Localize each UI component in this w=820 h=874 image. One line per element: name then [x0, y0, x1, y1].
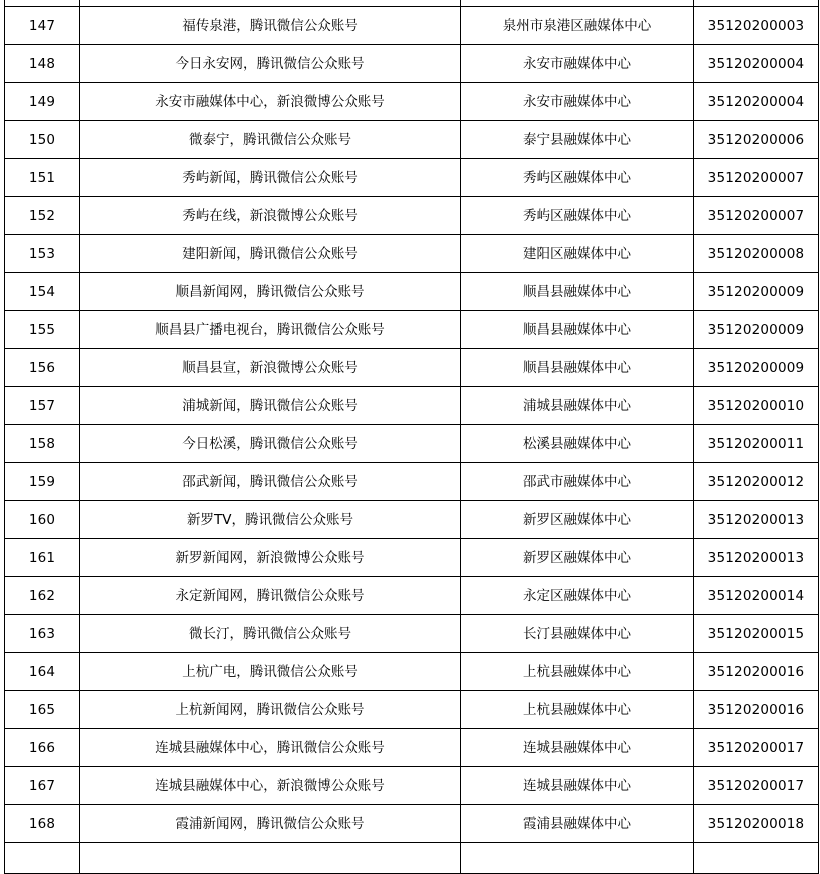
cell-registration-code: 35120200009 — [694, 349, 819, 387]
cell-serial-no: 155 — [5, 311, 80, 349]
cell-registration-code: 35120200007 — [694, 159, 819, 197]
cell-account-name: 微长汀，腾讯微信公众账号 — [80, 615, 461, 653]
cell-serial-no: 167 — [5, 767, 80, 805]
cell-registration-code: 35120200016 — [694, 653, 819, 691]
table-row — [5, 45, 819, 83]
table-row — [5, 729, 819, 767]
cell-account-name: 微泰宁，腾讯微信公众账号 — [80, 121, 461, 159]
cell-empty — [694, 843, 819, 874]
cell-registration-code: 35120200003 — [694, 7, 819, 45]
cell-account-name: 顺昌县广播电视台，腾讯微信公众账号 — [80, 311, 461, 349]
cell-operating-unit: 新罗区融媒体中心 — [461, 539, 694, 577]
cell-serial-no: 162 — [5, 577, 80, 615]
cell-serial-no: 166 — [5, 729, 80, 767]
table-row — [5, 349, 819, 387]
cell-serial-no: 164 — [5, 653, 80, 691]
cell-empty — [5, 843, 80, 874]
registry-table-body — [5, 0, 819, 874]
cell-serial-no: 163 — [5, 615, 80, 653]
cell-serial-no: 150 — [5, 121, 80, 159]
cell-empty — [80, 843, 461, 874]
cell-account-name: 建阳新闻，腾讯微信公众账号 — [80, 235, 461, 273]
table-row — [5, 653, 819, 691]
cell-serial-no: 158 — [5, 425, 80, 463]
table-row — [5, 539, 819, 577]
cell-registration-code: 35120200017 — [694, 767, 819, 805]
cell-empty — [461, 843, 694, 874]
cell-account-name: 上杭新闻网，腾讯微信公众账号 — [80, 691, 461, 729]
cell-account-name: 邵武新闻，腾讯微信公众账号 — [80, 463, 461, 501]
cell-account-name: 顺昌县宣，新浪微博公众账号 — [80, 349, 461, 387]
table-row — [5, 273, 819, 311]
cell-registration-code: 35120200013 — [694, 539, 819, 577]
cell-registration-code: 35120200018 — [694, 805, 819, 843]
cell-registration-code: 35120200010 — [694, 387, 819, 425]
cell-serial-no: 165 — [5, 691, 80, 729]
cell-operating-unit: 连城县融媒体中心 — [461, 729, 694, 767]
table-row — [5, 311, 819, 349]
table-row — [5, 425, 819, 463]
cell-account-name: 秀屿新闻，腾讯微信公众账号 — [80, 159, 461, 197]
cell-account-name: 秀屿在线，新浪微博公众账号 — [80, 197, 461, 235]
cell-registration-code: 35120200009 — [694, 311, 819, 349]
cell-serial-no: 159 — [5, 463, 80, 501]
cell-serial-no: 149 — [5, 83, 80, 121]
cell-operating-unit: 顺昌县融媒体中心 — [461, 311, 694, 349]
table-row — [5, 767, 819, 805]
table-row — [5, 83, 819, 121]
table-row — [5, 615, 819, 653]
cell-operating-unit: 建阳区融媒体中心 — [461, 235, 694, 273]
cell-registration-code: 35120200015 — [694, 615, 819, 653]
cell-registration-code: 35120200008 — [694, 235, 819, 273]
cell-registration-code: 35120200009 — [694, 273, 819, 311]
cell-operating-unit: 新罗区融媒体中心 — [461, 501, 694, 539]
cell-account-name: 今日松溪，腾讯微信公众账号 — [80, 425, 461, 463]
cell-account-name: 顺昌新闻网，腾讯微信公众账号 — [80, 273, 461, 311]
cell-serial-no: 154 — [5, 273, 80, 311]
cell-operating-unit: 永定区融媒体中心 — [461, 577, 694, 615]
cell-operating-unit: 秀屿区融媒体中心 — [461, 197, 694, 235]
cell-operating-unit: 泰宁县融媒体中心 — [461, 121, 694, 159]
cell-account-name: 霞浦新闻网，腾讯微信公众账号 — [80, 805, 461, 843]
table-row — [5, 197, 819, 235]
table-row — [5, 577, 819, 615]
cell-operating-unit: 连城县融媒体中心 — [461, 767, 694, 805]
table-row — [5, 7, 819, 45]
cell-operating-unit: 永安市融媒体中心 — [461, 45, 694, 83]
cell-account-name: 连城县融媒体中心，腾讯微信公众账号 — [80, 729, 461, 767]
cell-account-name: 上杭广电，腾讯微信公众账号 — [80, 653, 461, 691]
cell-operating-unit: 邵武市融媒体中心 — [461, 463, 694, 501]
cell-registration-code: 35120200006 — [694, 121, 819, 159]
cell-serial-no: 161 — [5, 539, 80, 577]
cell-account-name: 永定新闻网，腾讯微信公众账号 — [80, 577, 461, 615]
cell-serial-no: 152 — [5, 197, 80, 235]
cell-registration-code: 35120200004 — [694, 45, 819, 83]
table-row — [5, 805, 819, 843]
cell-registration-code: 35120200011 — [694, 425, 819, 463]
cell-registration-code: 35120200007 — [694, 197, 819, 235]
cell-registration-code: 35120200004 — [694, 83, 819, 121]
cell-operating-unit: 泉州市泉港区融媒体中心 — [461, 7, 694, 45]
cell-serial-no: 148 — [5, 45, 80, 83]
cell-account-name: 连城县融媒体中心，新浪微博公众账号 — [80, 767, 461, 805]
cell-account-name: 浦城新闻，腾讯微信公众账号 — [80, 387, 461, 425]
cell-serial-no: 168 — [5, 805, 80, 843]
cell-registration-code: 35120200016 — [694, 691, 819, 729]
cell-operating-unit: 霞浦县融媒体中心 — [461, 805, 694, 843]
cell-operating-unit: 上杭县融媒体中心 — [461, 653, 694, 691]
cell-registration-code: 35120200013 — [694, 501, 819, 539]
cell-operating-unit: 秀屿区融媒体中心 — [461, 159, 694, 197]
registry-table — [4, 0, 819, 874]
table-row — [5, 159, 819, 197]
cell-account-name: 新罗新闻网，新浪微博公众账号 — [80, 539, 461, 577]
cell-serial-no: 153 — [5, 235, 80, 273]
table-row — [5, 121, 819, 159]
cell-serial-no: 147 — [5, 7, 80, 45]
cell-serial-no: 151 — [5, 159, 80, 197]
cell-registration-code: 35120200012 — [694, 463, 819, 501]
cell-operating-unit: 顺昌县融媒体中心 — [461, 273, 694, 311]
table-row — [5, 463, 819, 501]
cell-operating-unit: 长汀县融媒体中心 — [461, 615, 694, 653]
cell-serial-no: 157 — [5, 387, 80, 425]
table-row — [5, 501, 819, 539]
cell-account-name: 福传泉港，腾讯微信公众账号 — [80, 7, 461, 45]
cell-operating-unit: 浦城县融媒体中心 — [461, 387, 694, 425]
cell-operating-unit: 上杭县融媒体中心 — [461, 691, 694, 729]
table-row-partial-bottom — [5, 843, 819, 874]
cell-operating-unit: 永安市融媒体中心 — [461, 83, 694, 121]
cell-serial-no: 156 — [5, 349, 80, 387]
cell-account-name: 永安市融媒体中心，新浪微博公众账号 — [80, 83, 461, 121]
table-row — [5, 387, 819, 425]
table-row — [5, 235, 819, 273]
cell-account-name: 新罗TV，腾讯微信公众账号 — [80, 501, 461, 539]
table-row — [5, 691, 819, 729]
cell-registration-code: 35120200017 — [694, 729, 819, 767]
cell-operating-unit: 顺昌县融媒体中心 — [461, 349, 694, 387]
cell-operating-unit: 松溪县融媒体中心 — [461, 425, 694, 463]
cell-serial-no: 160 — [5, 501, 80, 539]
cell-registration-code: 35120200014 — [694, 577, 819, 615]
cell-account-name: 今日永安网，腾讯微信公众账号 — [80, 45, 461, 83]
